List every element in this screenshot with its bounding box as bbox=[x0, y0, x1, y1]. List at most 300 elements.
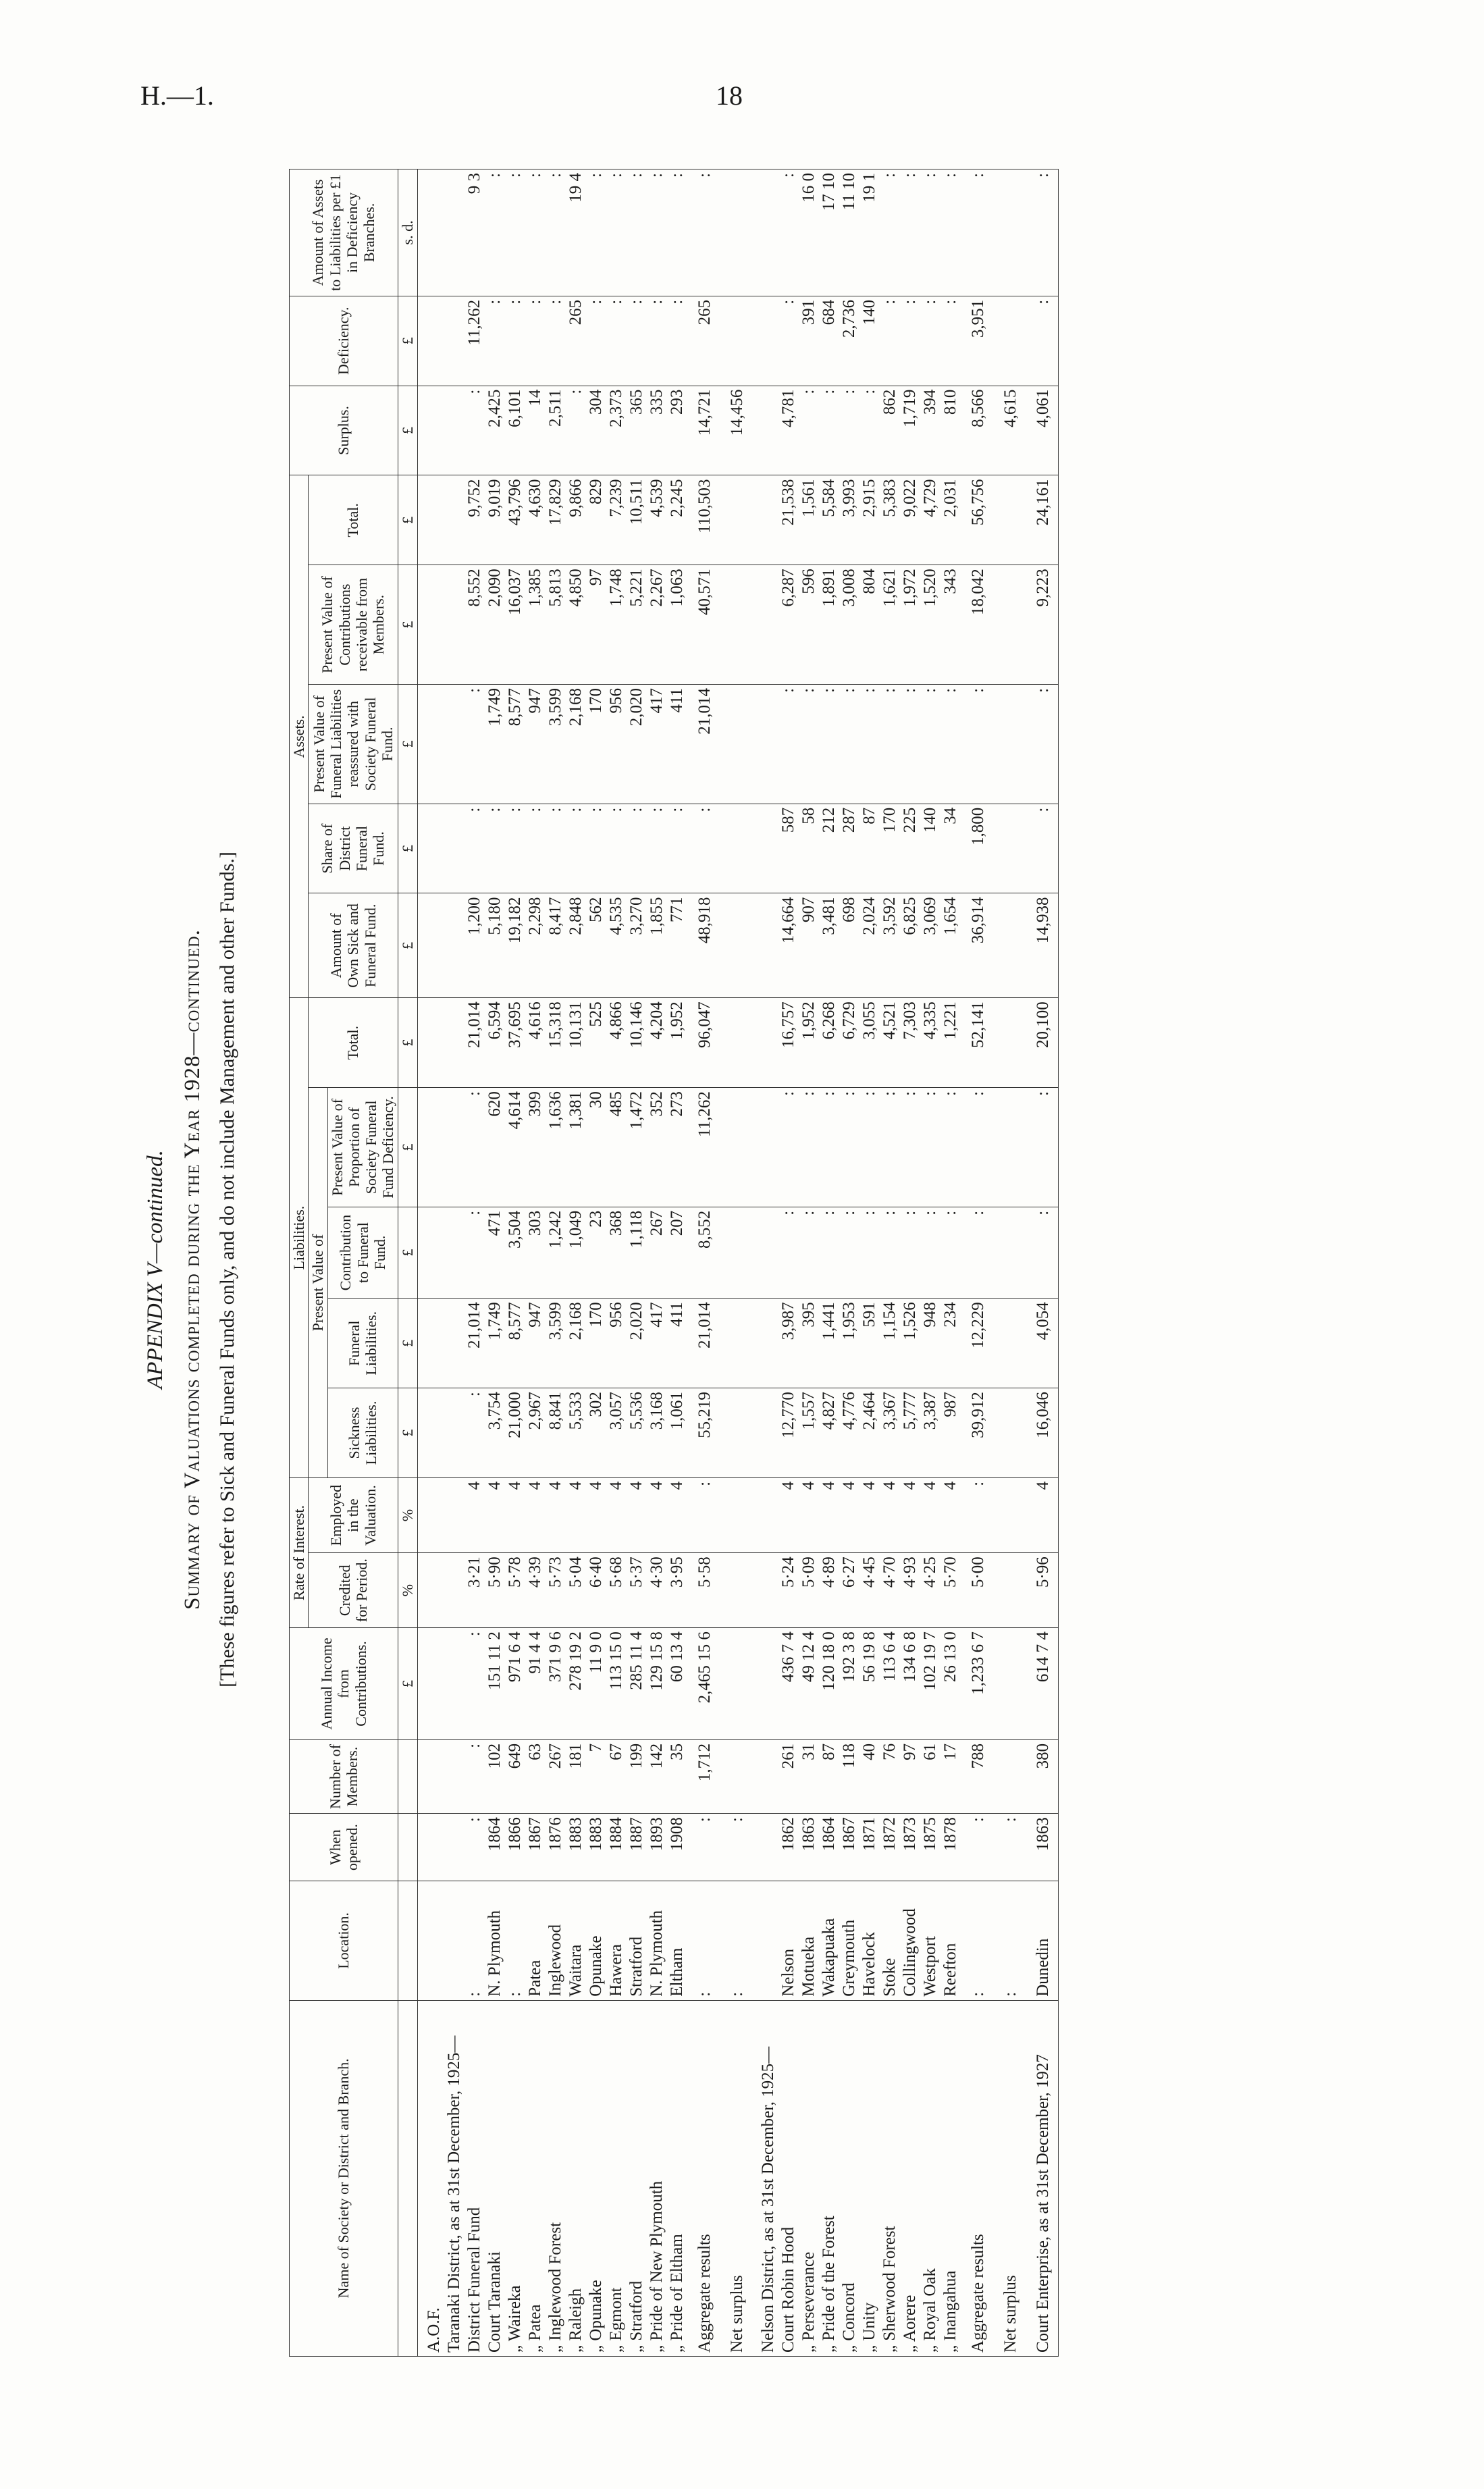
cell-opened: : bbox=[465, 1814, 485, 1881]
empty-cell bbox=[417, 893, 444, 998]
cell-employed: 4 bbox=[819, 1477, 839, 1552]
cell-pvcontrib bbox=[993, 565, 1026, 685]
cell-surplus: 293 bbox=[667, 386, 687, 475]
cell-opened: 1871 bbox=[859, 1814, 880, 1881]
cell-pvcontrib: 9,223 bbox=[1026, 565, 1059, 685]
cell-deficiency: 11,262 bbox=[465, 296, 485, 386]
cell-atotal: 5,383 bbox=[880, 475, 900, 565]
col-assets-total: Total. bbox=[309, 475, 398, 565]
cell-sick: 12,770 bbox=[778, 1388, 799, 1478]
cell-credited: 6·27 bbox=[839, 1553, 859, 1628]
cell-deficiency bbox=[720, 296, 752, 386]
cell-share: : bbox=[647, 804, 667, 893]
cell-deficiency: : bbox=[647, 296, 667, 386]
cell-name: „ Pride of Eltham bbox=[667, 2000, 687, 2356]
cell-amount: : bbox=[505, 169, 525, 296]
cell-share: : bbox=[667, 804, 687, 893]
cell-members: 142 bbox=[647, 1739, 667, 1813]
cell-sick: 55,219 bbox=[687, 1388, 720, 1478]
cell-reassured: 8,577 bbox=[505, 684, 525, 804]
table-row bbox=[667, 169, 687, 2357]
cell-prop: : bbox=[839, 1088, 859, 1207]
cell-contrib: 3,504 bbox=[505, 1207, 525, 1299]
table-row bbox=[900, 169, 920, 2357]
cell-members: 40 bbox=[859, 1739, 880, 1813]
cell-own: 2,848 bbox=[566, 893, 586, 998]
cell-surplus: 862 bbox=[880, 386, 900, 475]
unit: £ bbox=[398, 296, 417, 386]
cell-share: 225 bbox=[900, 804, 920, 893]
cell-employed: 4 bbox=[465, 1477, 485, 1552]
col-rate-group: Rate of Interest. bbox=[290, 1477, 309, 1627]
cell-sick: 3,168 bbox=[647, 1388, 667, 1478]
cell-surplus: 4,781 bbox=[778, 386, 799, 475]
cell-members: 76 bbox=[880, 1739, 900, 1813]
cell-ltotal: 1,221 bbox=[940, 998, 961, 1088]
unit: £ bbox=[398, 1628, 417, 1740]
cell-sick: 3,057 bbox=[606, 1388, 627, 1478]
cell-atotal: 4,729 bbox=[920, 475, 940, 565]
cell-atotal: 2,031 bbox=[940, 475, 961, 565]
cell-own: 36,914 bbox=[961, 893, 993, 998]
cell-members: 31 bbox=[799, 1739, 819, 1813]
cell-pvcontrib: 1,063 bbox=[667, 565, 687, 685]
cell-ltotal: 525 bbox=[586, 998, 606, 1088]
cell-pvcontrib: 2,267 bbox=[647, 565, 667, 685]
empty-cell bbox=[417, 565, 444, 685]
cell-contrib: : bbox=[839, 1207, 859, 1299]
cell-opened: 1875 bbox=[920, 1814, 940, 1881]
cell-prop: : bbox=[920, 1088, 940, 1207]
cell-ltotal: 6,594 bbox=[485, 998, 505, 1088]
cell-credited: 6·40 bbox=[586, 1553, 606, 1628]
cell-loc: Dunedin bbox=[1026, 1881, 1059, 2001]
cell-prop: : bbox=[465, 1088, 485, 1207]
cell-opened: 1887 bbox=[627, 1814, 647, 1881]
cell-atotal: 17,829 bbox=[546, 475, 566, 565]
cell-reassured: : bbox=[920, 684, 940, 804]
cell-share: : bbox=[627, 804, 647, 893]
cell-opened: 1878 bbox=[940, 1814, 961, 1881]
cell-sick: 1,557 bbox=[799, 1388, 819, 1478]
cell-opened: 1864 bbox=[819, 1814, 839, 1881]
cell-atotal: 9,019 bbox=[485, 475, 505, 565]
cell-members: 649 bbox=[505, 1739, 525, 1813]
cell-atotal: 4,539 bbox=[647, 475, 667, 565]
cell-surplus: 14,721 bbox=[687, 386, 720, 475]
unit: £ bbox=[398, 475, 417, 565]
cell-own: 3,069 bbox=[920, 893, 940, 998]
cell-share: 287 bbox=[839, 804, 859, 893]
table-row bbox=[586, 169, 606, 2357]
cell-funeral: 1,154 bbox=[880, 1299, 900, 1388]
cell-name: „ Inangahua bbox=[940, 2000, 961, 2356]
empty-cell bbox=[752, 1553, 778, 1628]
cell-contrib: : bbox=[900, 1207, 920, 1299]
cell-deficiency: 140 bbox=[859, 296, 880, 386]
cell-deficiency: : bbox=[627, 296, 647, 386]
unit: £ bbox=[398, 998, 417, 1088]
cell-prop: : bbox=[940, 1088, 961, 1207]
cell-prop: : bbox=[859, 1088, 880, 1207]
cell-reassured: 947 bbox=[525, 684, 546, 804]
cell-own: 4,535 bbox=[606, 893, 627, 998]
cell-income: 120 18 0 bbox=[819, 1628, 839, 1740]
table-row bbox=[940, 169, 961, 2357]
cell-own: 1,855 bbox=[647, 893, 667, 998]
cell-own: 6,825 bbox=[900, 893, 920, 998]
cell-atotal: 110,503 bbox=[687, 475, 720, 565]
cell-share: 1,800 bbox=[961, 804, 993, 893]
cell-amount: 16 0 bbox=[799, 169, 819, 296]
cell-prop bbox=[993, 1088, 1026, 1207]
cell-ltotal: 7,303 bbox=[900, 998, 920, 1088]
cell-share: 58 bbox=[799, 804, 819, 893]
cell-atotal: 4,630 bbox=[525, 475, 546, 565]
cell-atotal bbox=[720, 475, 752, 565]
empty-cell bbox=[444, 296, 465, 386]
cell-deficiency: : bbox=[900, 296, 920, 386]
cell-employed: 4 bbox=[940, 1477, 961, 1552]
table-row bbox=[525, 169, 546, 2357]
cell-opened: 1872 bbox=[880, 1814, 900, 1881]
cell-ltotal: 4,866 bbox=[606, 998, 627, 1088]
table-row bbox=[606, 169, 627, 2357]
col-location: Location. bbox=[290, 1881, 398, 2001]
cell-pvcontrib: 16,037 bbox=[505, 565, 525, 685]
cell-pvcontrib: 3,008 bbox=[839, 565, 859, 685]
col-pv-reassured: Present Value of Funeral Liabilities reassured with Society Funeral Fund. bbox=[309, 684, 398, 804]
unit: £ bbox=[398, 804, 417, 893]
cell-name: „ Egmont bbox=[606, 2000, 627, 2356]
cell-loc: N. Plymouth bbox=[647, 1881, 667, 2001]
cell-contrib: : bbox=[859, 1207, 880, 1299]
empty-cell bbox=[444, 684, 465, 804]
cell-ltotal bbox=[720, 998, 752, 1088]
empty-cell bbox=[752, 1088, 778, 1207]
cell-loc: : bbox=[687, 1881, 720, 2001]
table-row bbox=[961, 169, 993, 2357]
empty-cell bbox=[417, 475, 444, 565]
cell-own: 5,180 bbox=[485, 893, 505, 998]
cell-credited: 4·30 bbox=[647, 1553, 667, 1628]
cell-prop: 485 bbox=[606, 1088, 627, 1207]
cell-income bbox=[720, 1628, 752, 1740]
cell-deficiency: : bbox=[546, 296, 566, 386]
cell-surplus: : bbox=[799, 386, 819, 475]
cell-funeral: 21,014 bbox=[465, 1299, 485, 1388]
cell-sick: 5,536 bbox=[627, 1388, 647, 1478]
cell-surplus: 335 bbox=[647, 386, 667, 475]
cell-atotal: 10,511 bbox=[627, 475, 647, 565]
col-name: Name of Society or District and Branch. bbox=[290, 2000, 398, 2356]
table-row bbox=[880, 169, 900, 2357]
cell-opened: 1893 bbox=[647, 1814, 667, 1881]
cell-loc: : bbox=[505, 1881, 525, 2001]
table-row bbox=[627, 169, 647, 2357]
col-surplus: Surplus. bbox=[290, 386, 398, 475]
cell-income bbox=[993, 1628, 1026, 1740]
cell-income: 285 11 4 bbox=[627, 1628, 647, 1740]
cell-credited: 5·90 bbox=[485, 1553, 505, 1628]
cell-pvcontrib: 1,621 bbox=[880, 565, 900, 685]
cell-amount: : bbox=[546, 169, 566, 296]
cell-contrib: : bbox=[880, 1207, 900, 1299]
cell-own: 3,270 bbox=[627, 893, 647, 998]
empty-cell bbox=[417, 1553, 444, 1628]
cell-share bbox=[720, 804, 752, 893]
cell-income: 49 12 4 bbox=[799, 1628, 819, 1740]
empty-cell bbox=[417, 1207, 444, 1299]
cell-surplus: 2,511 bbox=[546, 386, 566, 475]
cell-own: 1,200 bbox=[465, 893, 485, 998]
table-row bbox=[546, 169, 566, 2357]
cell-amount: : bbox=[900, 169, 920, 296]
col-rate-credited: Credited for Period. bbox=[309, 1553, 398, 1628]
cell-credited: 5·96 bbox=[1026, 1553, 1059, 1628]
cell-income: 192 3 8 bbox=[839, 1628, 859, 1740]
cell-sick: 16,046 bbox=[1026, 1388, 1059, 1478]
cell-opened: 1862 bbox=[778, 1814, 799, 1881]
cell-name: „ Stratford bbox=[627, 2000, 647, 2356]
cell-funeral: 395 bbox=[799, 1299, 819, 1388]
cell-surplus: 365 bbox=[627, 386, 647, 475]
cell-employed: 4 bbox=[647, 1477, 667, 1552]
cell-employed: : bbox=[687, 1477, 720, 1552]
empty-cell bbox=[417, 169, 444, 296]
cell-members: 380 bbox=[1026, 1739, 1059, 1813]
cell-members: 788 bbox=[961, 1739, 993, 1813]
empty-cell bbox=[417, 386, 444, 475]
cell-surplus: 14,456 bbox=[720, 386, 752, 475]
cell-reassured bbox=[720, 684, 752, 804]
cell-name: District Funeral Fund bbox=[465, 2000, 485, 2356]
cell-funeral bbox=[720, 1299, 752, 1388]
cell-credited: 5·73 bbox=[546, 1553, 566, 1628]
empty-cell bbox=[417, 1299, 444, 1388]
cell-atotal: 5,584 bbox=[819, 475, 839, 565]
col-amount-per-pound: Amount of Assets to Liabilities per £1 in Deficiency Branches. bbox=[290, 169, 398, 296]
cell-funeral: 4,054 bbox=[1026, 1299, 1059, 1388]
empty-cell bbox=[444, 893, 465, 998]
cell-name: „ Opunake bbox=[586, 2000, 606, 2356]
cell-income: 371 9 6 bbox=[546, 1628, 566, 1740]
cell-funeral: 170 bbox=[586, 1299, 606, 1388]
cell-share: : bbox=[1026, 804, 1059, 893]
cell-sick bbox=[993, 1388, 1026, 1478]
col-members: Number of Members. bbox=[290, 1739, 398, 1813]
cell-pvcontrib: 40,571 bbox=[687, 565, 720, 685]
cell-credited: 3·21 bbox=[465, 1553, 485, 1628]
cell-share: : bbox=[687, 804, 720, 893]
cell-prop: 1,472 bbox=[627, 1088, 647, 1207]
cell-opened: 1883 bbox=[566, 1814, 586, 1881]
cell-deficiency: 265 bbox=[566, 296, 586, 386]
cell-funeral: 2,168 bbox=[566, 1299, 586, 1388]
table-row bbox=[566, 169, 586, 2357]
cell-loc: : bbox=[993, 1881, 1026, 2001]
table-row bbox=[839, 169, 859, 2357]
table-row bbox=[1026, 169, 1059, 2357]
cell-credited: 4·70 bbox=[880, 1553, 900, 1628]
empty-cell bbox=[752, 804, 778, 893]
cell-members: 61 bbox=[920, 1739, 940, 1813]
cell-contrib: 267 bbox=[647, 1207, 667, 1299]
cell-atotal: 1,561 bbox=[799, 475, 819, 565]
empty-cell bbox=[752, 1299, 778, 1388]
cell-deficiency: : bbox=[606, 296, 627, 386]
cell-sick: 3,367 bbox=[880, 1388, 900, 1478]
cell-pvcontrib: 804 bbox=[859, 565, 880, 685]
cell-ltotal: 15,318 bbox=[546, 998, 566, 1088]
cell-pvcontrib: 8,552 bbox=[465, 565, 485, 685]
cell-income: 60 13 4 bbox=[667, 1628, 687, 1740]
empty-cell bbox=[417, 1477, 444, 1552]
cell-name: Court Robin Hood bbox=[778, 2000, 799, 2356]
cell-share bbox=[993, 804, 1026, 893]
cell-loc: N. Plymouth bbox=[485, 1881, 505, 2001]
cell-share: 587 bbox=[778, 804, 799, 893]
cell-ltotal: 16,757 bbox=[778, 998, 799, 1088]
cell-sick: 2,464 bbox=[859, 1388, 880, 1478]
cell-funeral: 591 bbox=[859, 1299, 880, 1388]
cell-sick: 39,912 bbox=[961, 1388, 993, 1478]
cell-loc: Collingwood bbox=[900, 1881, 920, 2001]
cell-ltotal: 21,014 bbox=[465, 998, 485, 1088]
cell-pvcontrib: 343 bbox=[940, 565, 961, 685]
cell-members: 267 bbox=[546, 1739, 566, 1813]
cell-ltotal: 1,952 bbox=[799, 998, 819, 1088]
cell-prop: 4,614 bbox=[505, 1088, 525, 1207]
cell-deficiency: 3,951 bbox=[961, 296, 993, 386]
cell-amount: : bbox=[1026, 169, 1059, 296]
cell-opened: 1863 bbox=[799, 1814, 819, 1881]
cell-deficiency: 391 bbox=[799, 296, 819, 386]
empty-cell bbox=[417, 1881, 444, 2001]
cell-amount: : bbox=[606, 169, 627, 296]
cell-funeral: 3,599 bbox=[546, 1299, 566, 1388]
cell-share: : bbox=[546, 804, 566, 893]
cell-credited: 5·04 bbox=[566, 1553, 586, 1628]
cell-atotal: 9,752 bbox=[465, 475, 485, 565]
cell-pvcontrib bbox=[720, 565, 752, 685]
cell-deficiency: : bbox=[1026, 296, 1059, 386]
empty-cell bbox=[417, 1628, 444, 1740]
cell-prop: 11,262 bbox=[687, 1088, 720, 1207]
cell-amount: 17 10 bbox=[819, 169, 839, 296]
section-heading: A.O.F. bbox=[417, 2000, 444, 2356]
table-row bbox=[505, 169, 525, 2357]
cell-loc: : bbox=[465, 1881, 485, 2001]
cell-reassured: : bbox=[465, 684, 485, 804]
cell-ltotal: 96,047 bbox=[687, 998, 720, 1088]
cell-credited: 5·00 bbox=[961, 1553, 993, 1628]
cell-atotal: 2,245 bbox=[667, 475, 687, 565]
table-row bbox=[819, 169, 839, 2357]
cell-share: : bbox=[505, 804, 525, 893]
cell-income: 91 4 4 bbox=[525, 1628, 546, 1740]
empty-cell bbox=[752, 998, 778, 1088]
cell-credited: 5·68 bbox=[606, 1553, 627, 1628]
col-present-value-of: Present Value of bbox=[309, 1088, 327, 1478]
cell-atotal bbox=[993, 475, 1026, 565]
cell-loc: Patea bbox=[525, 1881, 546, 2001]
cell-employed bbox=[720, 1477, 752, 1552]
cell-pvcontrib: 596 bbox=[799, 565, 819, 685]
cell-contrib: : bbox=[940, 1207, 961, 1299]
cell-income: 113 6 4 bbox=[880, 1628, 900, 1740]
cell-deficiency: : bbox=[525, 296, 546, 386]
cell-ltotal: 10,131 bbox=[566, 998, 586, 1088]
unit: s. d. bbox=[398, 169, 417, 296]
cell-employed: 4 bbox=[606, 1477, 627, 1552]
cell-deficiency: 2,736 bbox=[839, 296, 859, 386]
empty-cell bbox=[752, 1388, 778, 1478]
unit: £ bbox=[398, 1299, 417, 1388]
unit: % bbox=[398, 1553, 417, 1628]
cell-employed: 4 bbox=[586, 1477, 606, 1552]
cell-atotal: 9,866 bbox=[566, 475, 586, 565]
cell-ltotal: 10,146 bbox=[627, 998, 647, 1088]
cell-employed: 4 bbox=[778, 1477, 799, 1552]
cell-own: 771 bbox=[667, 893, 687, 998]
cell-atotal: 829 bbox=[586, 475, 606, 565]
cell-sick: 4,827 bbox=[819, 1388, 839, 1478]
cell-reassured: 2,168 bbox=[566, 684, 586, 804]
cell-surplus: : bbox=[819, 386, 839, 475]
cell-name: Net surplus bbox=[720, 2000, 752, 2356]
cell-pvcontrib: 18,042 bbox=[961, 565, 993, 685]
cell-own: 562 bbox=[586, 893, 606, 998]
cell-reassured: : bbox=[799, 684, 819, 804]
col-present-prop: Present Value of Proportion of Society Funeral Fund Deficiency. bbox=[327, 1088, 398, 1207]
cell-employed: 4 bbox=[900, 1477, 920, 1552]
cell-amount: : bbox=[525, 169, 546, 296]
cell-pvcontrib: 6,287 bbox=[778, 565, 799, 685]
cell-loc: Havelock bbox=[859, 1881, 880, 2001]
cell-atotal: 43,796 bbox=[505, 475, 525, 565]
section-heading: Taranaki District, as at 31st December, 1925— bbox=[444, 2000, 465, 2356]
table-row bbox=[720, 169, 752, 2357]
cell-income: 2,465 15 6 bbox=[687, 1628, 720, 1740]
cell-credited: 5·58 bbox=[687, 1553, 720, 1628]
cell-share: 170 bbox=[880, 804, 900, 893]
cell-contrib: : bbox=[819, 1207, 839, 1299]
cell-amount: 9 3 bbox=[465, 169, 485, 296]
cell-sick: 3,387 bbox=[920, 1388, 940, 1478]
table-row bbox=[859, 169, 880, 2357]
cell-loc: Motueka bbox=[799, 1881, 819, 2001]
cell-atotal: 2,915 bbox=[859, 475, 880, 565]
table-row bbox=[993, 169, 1026, 2357]
cell-credited: 4·25 bbox=[920, 1553, 940, 1628]
cell-contrib bbox=[993, 1207, 1026, 1299]
table-title: Summary of Valuations completed during the Year 1928—continued. bbox=[180, 929, 205, 1610]
unit: £ bbox=[398, 1388, 417, 1478]
cell-members: 181 bbox=[566, 1739, 586, 1813]
cell-funeral: 947 bbox=[525, 1299, 546, 1388]
cell-ltotal: 4,204 bbox=[647, 998, 667, 1088]
section-heading-row bbox=[752, 169, 778, 2357]
cell-funeral: 1,953 bbox=[839, 1299, 859, 1388]
cell-employed: 4 bbox=[505, 1477, 525, 1552]
cell-own: 3,592 bbox=[880, 893, 900, 998]
cell-funeral: 1,441 bbox=[819, 1299, 839, 1388]
cell-income: 129 15 8 bbox=[647, 1628, 667, 1740]
table-row bbox=[799, 169, 819, 2357]
cell-credited: 5·70 bbox=[940, 1553, 961, 1628]
cell-own: 14,664 bbox=[778, 893, 799, 998]
